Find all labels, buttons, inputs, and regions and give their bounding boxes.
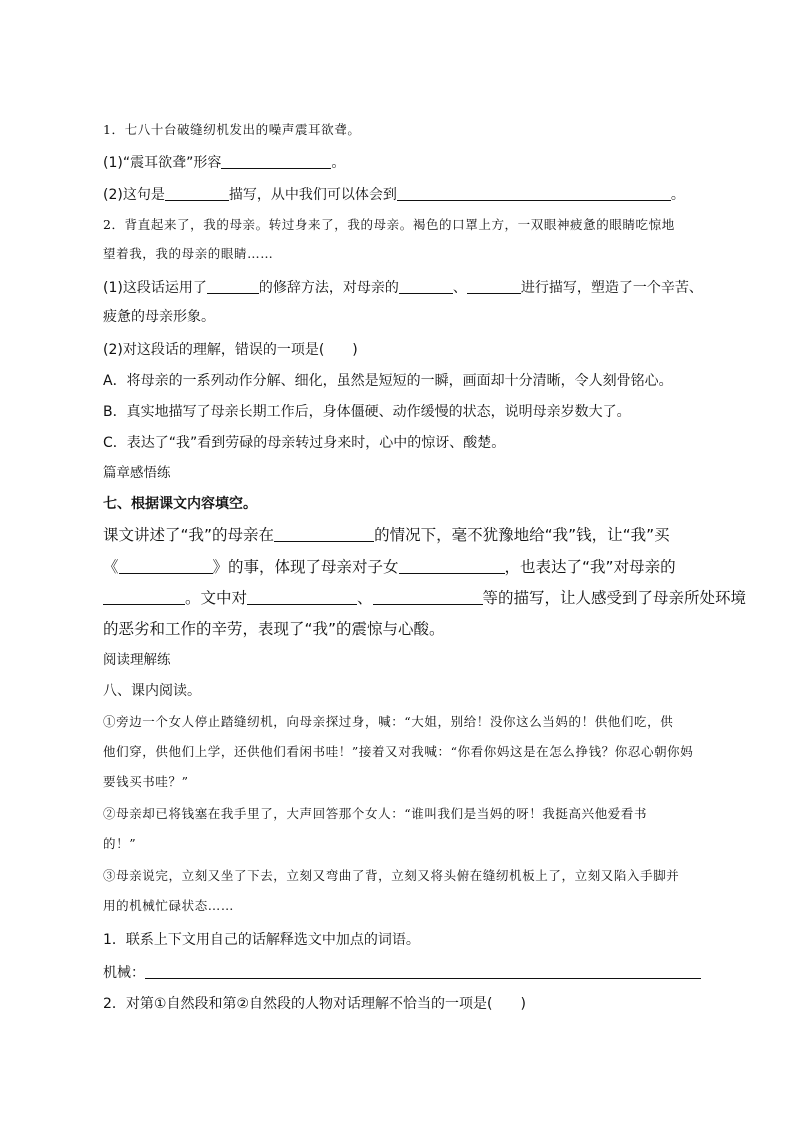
q1-stem: 1．七八十台破缝纫机发出的噪声震耳欲聋。 <box>103 122 361 137</box>
q2-sub1-line2: 疲惫的母亲形象。 <box>103 309 215 325</box>
answer-blank[interactable] <box>467 277 521 294</box>
q8-paragraph1-line2: 他们穿，供他们上学，还供他们看闲书哇！”接着又对我喊：“你看你妈这是在怎么挣钱？你忍心朝你妈 <box>103 744 694 759</box>
q2-option-a: A．将母亲的一系列动作分解、细化，虽然是短短的一瞬，画面却十分清晰，令人刻骨铭心。 <box>103 373 673 389</box>
q1-sub2-text: (2)这句是 <box>103 187 165 203</box>
answer-blank[interactable] <box>247 588 357 605</box>
q7-line3 <box>103 587 746 609</box>
q1-sub1 <box>103 152 345 173</box>
q7-title: 七、根据课文内容填空。 <box>103 496 257 512</box>
q7-line1 <box>103 524 670 546</box>
q8-paragraph2-line1: ②母亲却已将钱塞在我手里了，大声回答那个女人：“谁叫我们是当妈的呀！我挺高兴他爱看书 <box>103 806 648 821</box>
q7-text: 》的事，体现了母亲对子女 <box>212 558 399 576</box>
answer-blank[interactable] <box>119 557 213 574</box>
q8-sub2: 2．对第①自然段和第②自然段的人物对话理解不恰当的一项是( ) <box>103 996 526 1012</box>
answer-blank[interactable] <box>165 184 229 201</box>
q2-option-b: B．真实地描写了母亲长期工作后，身体僵硬、动作缓慢的状态，说明母亲岁数大了。 <box>103 404 631 420</box>
q7-text: 的情况下，毫不犹豫地给“我”钱，让“我”买 <box>374 526 670 544</box>
q8-sub1: 1．联系上下文用自己的话解释选文中加点的词语。 <box>103 932 420 948</box>
q8-paragraph1-line3: 要钱买书哇？” <box>103 774 189 789</box>
answer-blank[interactable] <box>373 588 483 605</box>
q7-line4: 的恶劣和工作的辛劳，表现了“我”的震惊与心酸。 <box>103 620 445 638</box>
q1-sub1-end: 。 <box>331 155 346 171</box>
answer-blank[interactable] <box>399 557 505 574</box>
section-heading-reading: 阅读理解练 <box>103 652 171 668</box>
q2-sub1-text: 、 <box>452 280 467 296</box>
q1-sub2-end: 。 <box>670 187 685 203</box>
q2-sub1-text: 进行描写，塑造了一个辛苦、 <box>520 280 703 296</box>
answer-blank[interactable] <box>103 588 185 605</box>
q1-sub2 <box>103 184 685 205</box>
q8-paragraph3-line2: 用的机械忙碌状态…… <box>103 898 235 913</box>
q7-text: ，也表达了“我”对母亲的 <box>504 558 676 576</box>
q8-paragraph2-line2: 的！” <box>103 836 137 851</box>
answer-blank[interactable] <box>397 184 671 201</box>
q7-text: 。文中对 <box>185 589 248 607</box>
section-heading-chapter: 篇章感悟练 <box>103 465 171 481</box>
q2-sub2: (2)对这段话的理解，错误的一项是( ) <box>103 342 358 358</box>
q7-text: 《 <box>103 558 119 576</box>
q8-paragraph1-line1: ①旁边一个女人停止踏缝纫机，向母亲探过身，喊：“大姐，别给！没你这么当妈的！供他们吃，供 <box>103 714 674 729</box>
q7-line2 <box>103 556 676 578</box>
q7-text: 、 <box>357 589 373 607</box>
q2-sub1-text: (1)这段话运用了 <box>103 280 207 296</box>
answer-blank[interactable] <box>207 277 259 294</box>
q2-sub1-text: 的修辞方法，对母亲的 <box>258 280 399 296</box>
q8-title: 八、课内阅读。 <box>103 683 201 699</box>
q2-stem-line2: 望着我，我的母亲的眼睛…… <box>103 246 274 261</box>
answer-blank[interactable] <box>274 525 374 542</box>
q8-paragraph3-line1: ③母亲说完，立刻又坐了下去，立刻又弯曲了背，立刻又将头俯在缝纫机板上了，立刻又陷入手脚并 <box>103 868 680 883</box>
q2-stem-line1: 2．背直起来了，我的母亲。转过身来了，我的母亲。褐色的口罩上方，一双眼神疲惫的眼睛吃惊地 <box>103 217 675 232</box>
answer-blank[interactable] <box>399 277 453 294</box>
q1-sub1-text: (1)“震耳欲聋”形容 <box>103 155 222 171</box>
answer-blank[interactable] <box>145 962 701 979</box>
q2-option-c: C．表达了“我”看到劳碌的母亲转过身来时，心中的惊讶、酸楚。 <box>103 435 506 451</box>
q2-sub1 <box>103 277 703 298</box>
q7-text: 等的描写，让人感受到了母亲所处环境 <box>482 589 747 607</box>
q8-sub1-answer <box>103 962 701 983</box>
answer-blank[interactable] <box>221 152 331 169</box>
q7-text: 课文讲述了“我”的母亲在 <box>103 526 275 544</box>
q1-sub2-mid: 描写，从中我们可以体会到 <box>228 187 397 203</box>
q8-sub1-word: 机械： <box>103 965 145 981</box>
